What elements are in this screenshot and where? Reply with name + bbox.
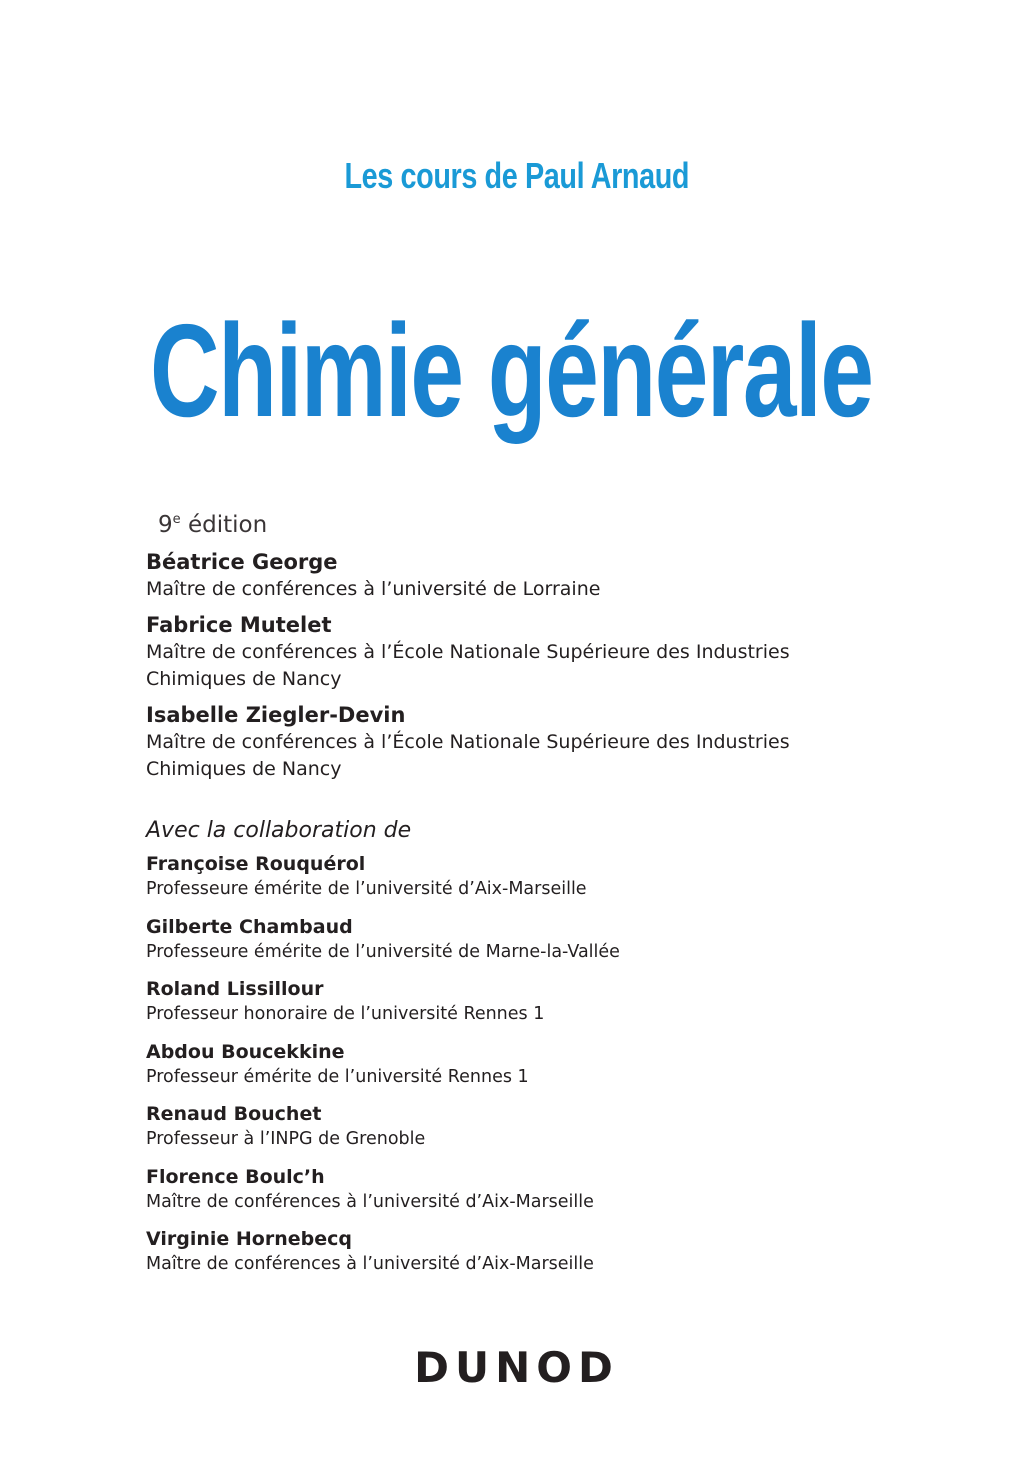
book-title: Chimie générale	[150, 297, 873, 444]
author-name: Isabelle Ziegler-Devin	[146, 703, 406, 727]
collaborator-affiliation: Maître de conférences à l’université d’Aix-Marseille	[146, 1191, 594, 1212]
author-affiliation: Maître de conférences à l’École Nationale Supérieure des Industries	[146, 731, 790, 753]
collaborator	[146, 1226, 906, 1289]
authors-list	[146, 548, 906, 791]
edition-label: édition	[180, 512, 268, 538]
edition-suffix: e	[172, 512, 181, 527]
collaborator-affiliation: Professeur à l’INPG de Grenoble	[146, 1129, 426, 1149]
series-title: Les cours de Paul Arnaud	[344, 155, 690, 196]
author	[146, 548, 906, 603]
collaborator-affiliation: Professeur émérite de l’université Rennes 1	[146, 1066, 529, 1087]
collaborator	[146, 976, 906, 1039]
collaborator-name: Virginie Hornebecq	[146, 1228, 352, 1250]
collaborator-affiliation: Maître de conférences à l’université d’Aix-Marseille	[146, 1254, 594, 1274]
author-affiliation: Chimiques de Nancy	[146, 668, 342, 690]
author-affiliation: Maître de conférences à l’université de Lorraine	[146, 578, 601, 600]
collaborator-name: Florence Boulc’h	[146, 1165, 325, 1188]
collaborator	[146, 1164, 906, 1227]
author	[146, 701, 906, 783]
author-name: Fabrice Mutelet	[146, 613, 332, 637]
collaborator	[146, 1101, 906, 1164]
collaborator-affiliation: Professeure émérite de l’université d’Aix-Marseille	[146, 879, 587, 899]
author	[146, 611, 906, 693]
author-affiliation: Maître de conférences à l’École Nationale Supérieure des Industries	[146, 641, 790, 663]
edition-number: 9	[158, 512, 173, 538]
collaboration-heading: Avec la collaboration de	[146, 818, 412, 843]
collaborator-name: Gilberte Chambaud	[146, 915, 353, 938]
collaborator-name: Roland Lissillour	[146, 978, 324, 1000]
collaborator-name: Abdou Boucekkine	[146, 1040, 345, 1063]
collaborator-name: Françoise Rouquérol	[146, 853, 366, 875]
author-affiliation: Chimiques de Nancy	[146, 758, 342, 780]
edition	[158, 508, 267, 542]
author-name: Béatrice George	[146, 550, 338, 574]
collaborator	[146, 851, 906, 914]
publisher-logo: DUNOD	[414, 1343, 619, 1392]
collaborator-affiliation: Professeure émérite de l’université de Marne-la-Vallée	[146, 941, 620, 962]
collaborator-affiliation: Professeur honoraire de l’université Rennes 1	[146, 1004, 545, 1024]
collaborator	[146, 914, 906, 977]
collaborators-list	[146, 851, 906, 1289]
collaborator	[146, 1039, 906, 1102]
collaborator-name: Renaud Bouchet	[146, 1103, 322, 1125]
